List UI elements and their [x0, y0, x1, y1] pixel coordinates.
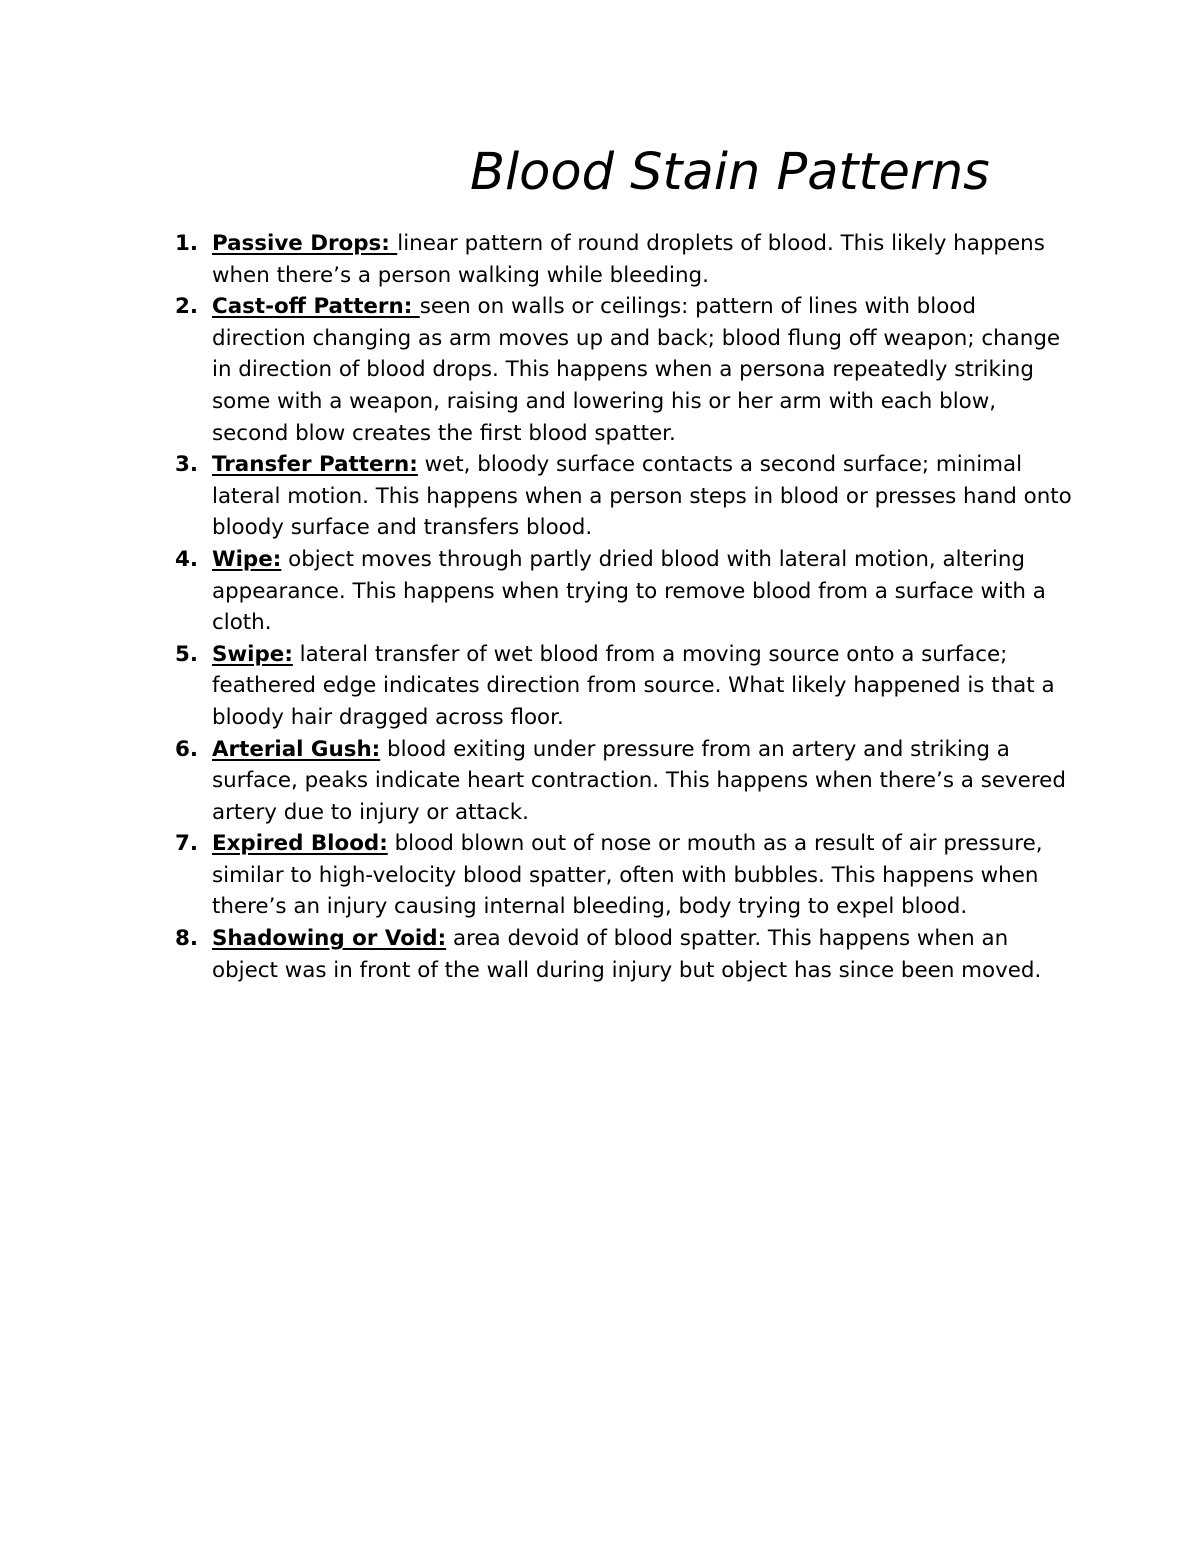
term-definition: blood blown out of nose or mouth as a result of air pressure, similar to high-velocity blood spatter, often with bubbles. This happens when there’s an injury causing internal bleeding, body trying to expel blood.	[212, 831, 1043, 920]
term-name: Cast-off Pattern:	[212, 294, 420, 320]
list-item-number: 6.	[175, 736, 199, 762]
list-item-number: 4.	[175, 546, 199, 572]
list-item-number: 2.	[175, 294, 199, 320]
term-definition: blood exiting under pressure from an artery and striking a surface, peaks indicate heart contraction. This happens when there’s a severed artery due to injury or attack.	[212, 736, 1066, 825]
list-item-cast-off-pattern	[175, 291, 1072, 449]
term-definition: seen on walls or ceilings: pattern of lines with blood direction changing as arm moves up and back; blood flung off weapon; change in direction of blood drops. This happens when a persona repeatedly striking some with a weapon, raising and lowering his or her arm with each blow, second blow creates the first blood spatter.	[212, 294, 1061, 446]
term-definition: lateral transfer of wet blood from a moving source onto a surface; feathered edge indicates direction from source. What likely happened is that a bloody hair dragged across floor.	[212, 641, 1055, 730]
term-definition: object moves through partly dried blood with lateral motion, altering appearance. This happens when trying to remove blood from a surface with a cloth.	[212, 546, 1046, 636]
list-item-wipe	[175, 544, 1072, 639]
term-definition: linear pattern of round droplets of blood. This likely happens when there’s a person walking while bleeding.	[212, 231, 1045, 288]
term-name: Wipe:	[212, 546, 282, 572]
term-name: Arterial Gush:	[212, 736, 381, 762]
page-title: Blood Stain Patterns	[470, 143, 990, 202]
list-item-arterial-gush	[175, 734, 1072, 829]
term-name: Swipe:	[212, 641, 293, 667]
list-item-number: 3.	[175, 452, 199, 478]
blood-pattern-list	[175, 228, 1072, 986]
term-name: Transfer Pattern:	[212, 452, 418, 478]
term-name: Expired Blood:	[212, 831, 388, 857]
term-definition: wet, bloody surface contacts a second surface; minimal lateral motion. This happens when a person steps in blood or presses hand onto bloody surface and transfers blood.	[212, 452, 1072, 541]
list-item-expired-blood	[175, 828, 1072, 923]
term-definition: area devoid of blood spatter. This happens when an object was in front of the wall during injury but object has since been moved.	[212, 926, 1042, 983]
list-item-number: 8.	[175, 926, 199, 952]
term-name: Passive Drops:	[212, 231, 398, 256]
list-item-number: 7.	[175, 831, 199, 857]
term-name: Shadowing or Void:	[212, 926, 447, 952]
list-item-swipe	[175, 639, 1072, 734]
list-item-transfer-pattern	[175, 449, 1072, 544]
list-item-number: 5.	[175, 641, 199, 667]
list-item-number: 1.	[175, 231, 199, 256]
list-item-passive-drops	[175, 228, 1072, 291]
list-item-shadowing-or-void	[175, 923, 1072, 986]
